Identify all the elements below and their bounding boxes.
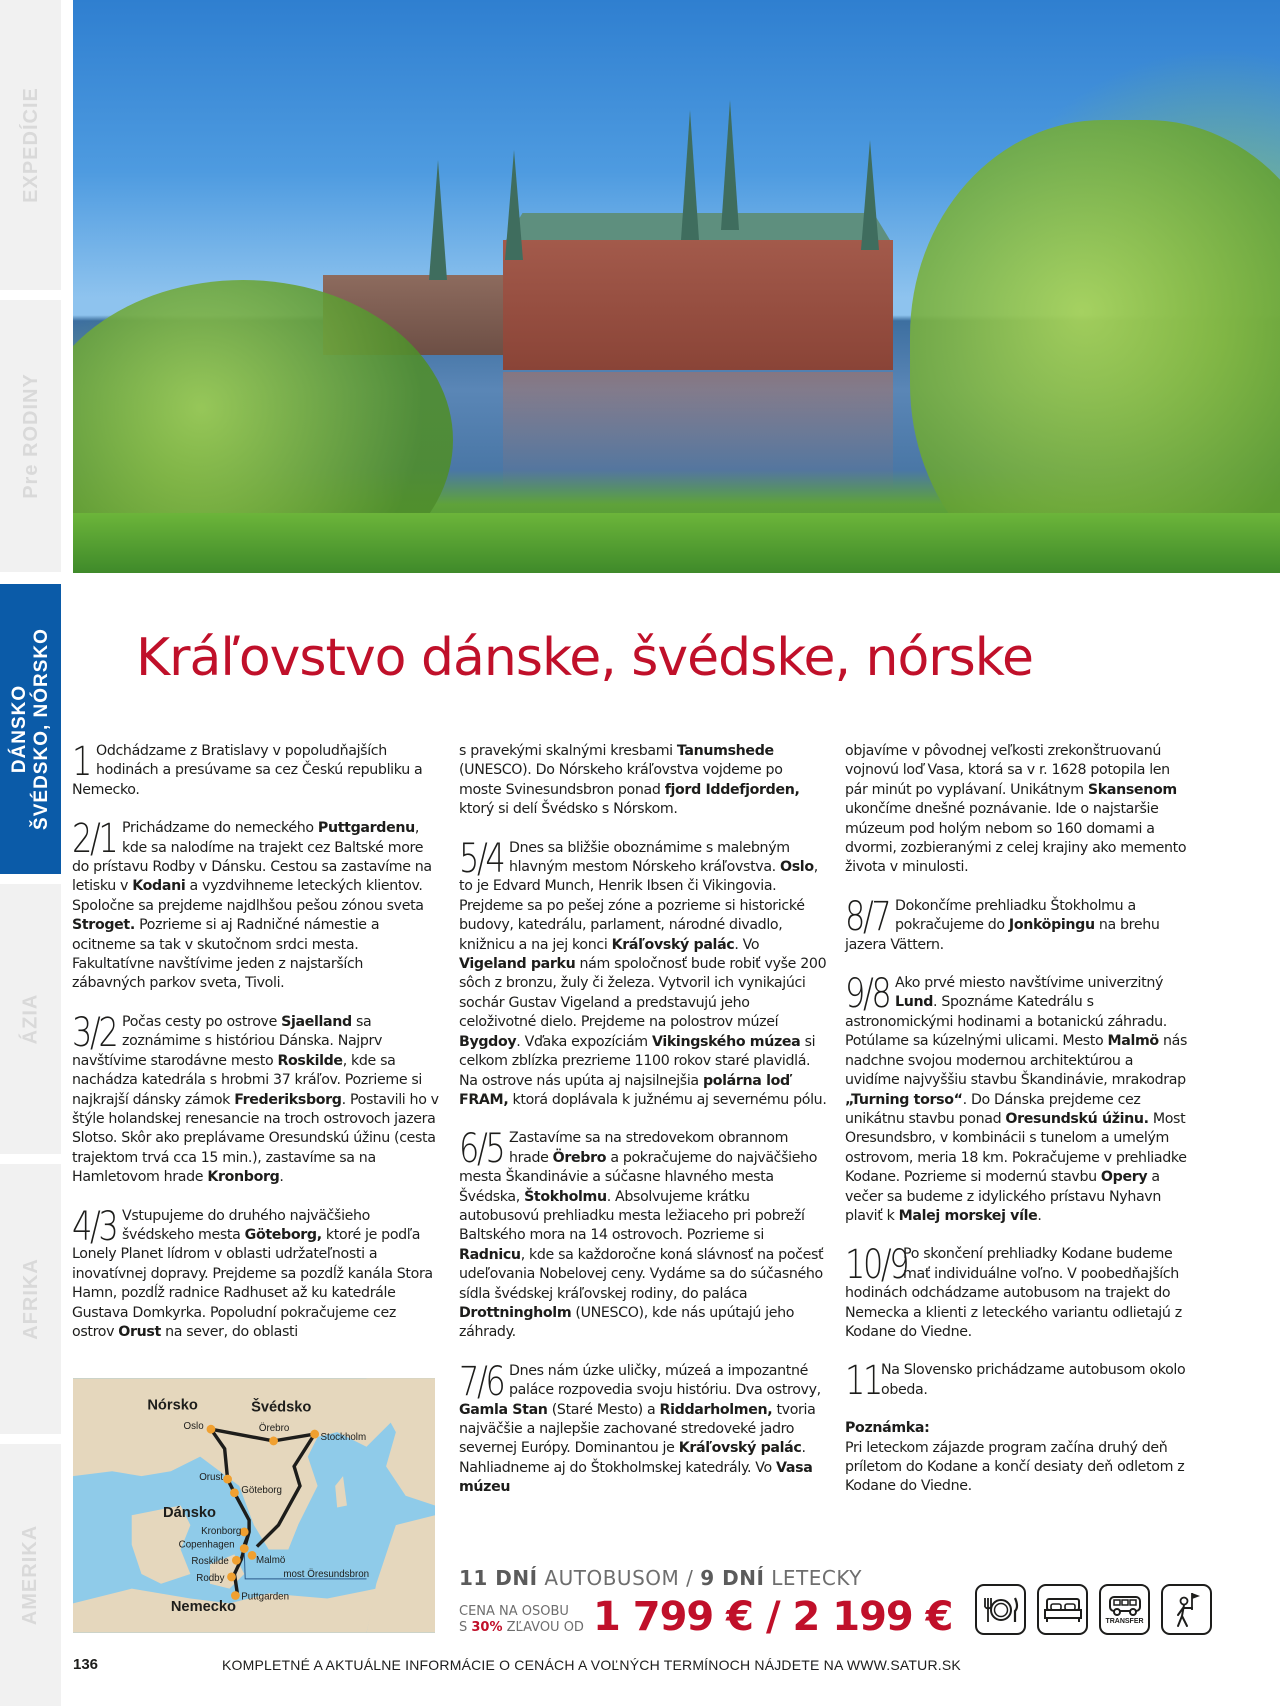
tab-expedicie[interactable] <box>0 0 61 290</box>
day-text: . Absolvujeme krátku autobusovú prehliadku mesta ležiaceho pri pobreží Baltského mora na 14 ostrovoch. Pozrieme si <box>459 1188 805 1244</box>
route-map <box>73 1378 435 1633</box>
svg-text:Roskilde: Roskilde <box>191 1556 229 1568</box>
day-9 <box>845 971 1190 1226</box>
place-highlight: Opery <box>1100 1169 1148 1186</box>
day-number: 3/2 <box>72 1009 117 1056</box>
day-text: objavíme v pôvodnej veľkosti zrekonštruovanú vojnovú loď Vasa, ktorá sa v r. 1628 potopila len pár minút po vyplávaní. Unikátnym <box>845 743 1170 798</box>
place-highlight: Malej morskej víle <box>898 1207 1038 1224</box>
feature-icons <box>975 1584 1212 1635</box>
itinerary-column-3 <box>845 742 1190 1497</box>
day-number: 6/5 <box>459 1126 504 1173</box>
day-text: nám spoločnosť bude robiť vyše 200 sôch z bronzu, žuly či železa. Vytvoril ich vynikajúci sochár Gustav Vigeland a predstavujú jeho celoživotné dielo. Prejdeme na polostrov múzeí <box>459 956 827 1031</box>
svg-text:Nórsko: Nórsko <box>147 1397 198 1414</box>
place-highlight: Malmö <box>1107 1033 1159 1050</box>
day-8 <box>845 893 1190 955</box>
day-text: . Spoznáme Katedrálu s astronomickými hodinami a botanickú záhradu. Potúlame sa kúzelnými ulicami. Mesto <box>845 994 1167 1050</box>
tab-pre-rodiny[interactable] <box>0 300 61 572</box>
day-text: ukončíme dnešné poznávanie. Ide o najstaršie múzeum pod holým nebom so 160 domami a dvormi, zozbieranými z celej krajiny ako memento života v minulosti. <box>845 801 1187 876</box>
day-2 <box>72 816 440 994</box>
page-number: 136 <box>73 1656 99 1673</box>
price-value: 1 799 € / 2 199 € <box>593 1594 953 1640</box>
price-label-line2 <box>459 1620 584 1636</box>
day-text: Most Oresundsbro, v kombinácii s tunelom a umelým ostrovom, meria 18 km. Pokračujeme v prehliadke Kodane. Pozrieme si modernú stavbu <box>845 1110 1187 1186</box>
day-5 <box>459 835 829 1111</box>
place-highlight: Kráľovský palác <box>611 936 735 953</box>
day-text: na sever, do oblasti <box>160 1323 298 1340</box>
day-text: Počas cesty po ostrove <box>122 1013 282 1030</box>
day-number: 10/9 <box>845 1242 908 1289</box>
place-highlight: Štokholmu <box>524 1188 607 1205</box>
day-text: . <box>279 1169 284 1186</box>
tab-dansko-svedsko-norsko[interactable] <box>0 584 61 874</box>
day-text: si celkom zblízka prezrieme 1100 rokov staré plavidlá. Na ostrove nás upúta aj najsilnejšia <box>459 1033 816 1089</box>
day-4 <box>72 1203 440 1343</box>
svg-text:Orust: Orust <box>199 1472 224 1484</box>
day-text: , kde sa nalodíme na trajekt cez Baltské more do prístavu Rodby v Dánsku. Cestou sa zastavíme na letisku v <box>72 820 432 895</box>
place-highlight: Sjaelland <box>281 1013 352 1030</box>
place-highlight: Bygdoy <box>459 1033 517 1050</box>
place-highlight: fjord Iddefjorden, <box>664 781 800 798</box>
place-highlight: Kronborg <box>207 1169 280 1186</box>
svg-text:Malmö: Malmö <box>255 1555 286 1567</box>
day-text: Vstupujeme do druhého najväčšieho švédskeho mesta <box>122 1207 371 1243</box>
label-text: ZĽAVOU OD <box>502 1620 584 1635</box>
place-highlight: Lund <box>895 994 933 1011</box>
tab-label: AFRIKA <box>19 1258 42 1340</box>
day-text: sa zoznámime s históriou Dánska. Najprv navštívime starodávne mesto <box>72 1013 383 1069</box>
tab-azia[interactable] <box>0 884 61 1154</box>
svg-text:Puttgarden: Puttgarden <box>241 1591 290 1603</box>
price-label <box>459 1604 584 1636</box>
day-text: (Staré Mesto) a <box>547 1401 660 1418</box>
svg-text:Copenhagen: Copenhagen <box>178 1539 235 1551</box>
day-text: . Nahliadneme aj do Štokholmskej katedrály. Vo <box>459 1440 806 1476</box>
svg-text:Göteborg: Göteborg <box>241 1484 282 1496</box>
place-highlight: Radnicu <box>459 1246 521 1263</box>
tab-afrika[interactable] <box>0 1164 61 1434</box>
bus-transfer-icon <box>1099 1584 1150 1635</box>
day-text: . <box>1037 1207 1042 1224</box>
hero-image <box>73 0 1280 573</box>
svg-text:Örebro: Örebro <box>258 1423 290 1435</box>
day-text: , kde sa každoročne koná slávnosť na počesť udeľovania Nobelovej ceny. Vydáme sa do súčasného sídla švédskej kráľovskej rodiny, do paláca <box>459 1246 824 1302</box>
day-text: Dnes nám úzke uličky, múzeá a impozantné paláce rozpovedia svoju históriu. Dva ostrovy, <box>509 1362 821 1399</box>
day-6 <box>459 1126 829 1342</box>
place-highlight: Roskilde <box>277 1052 343 1069</box>
day-text: ktoré je podľa Lonely Planet lídrom v oblasti udržateľnosti a inovatívnej dopravy. Prejdeme sa pozdĺž kanála Stora Hamn, pozdĺž radnice Radhuset až ku katedrále Gustava Domkyrka. Popoludní pokračujeme cez ostrov <box>72 1226 433 1340</box>
map-graphic <box>73 1378 435 1633</box>
footer-info-link[interactable]: KOMPLETNÉ A AKTUÁLNE INFORMÁCIE O CENÁCH A VOĽNÝCH TERMÍNOCH NÁJDETE NA WWW.SATUR.SK <box>222 1657 961 1673</box>
day-text: Dnes sa bližšie oboznámime s malebným hlavným mestom Nórskeho kráľovstva. <box>509 839 790 876</box>
place-highlight: Drottningholm <box>459 1304 572 1321</box>
tab-label-line2: ŠVÉDSKO, NÓRSKO <box>30 628 52 830</box>
note <box>845 1419 1190 1497</box>
tab-amerika[interactable] <box>0 1444 61 1706</box>
discount-badge: 30% <box>471 1620 503 1635</box>
day-text: na brehu jazera Vättern. <box>845 917 1160 953</box>
place-highlight: Vikingského múzea <box>651 1033 801 1050</box>
day-text: . Vo <box>734 936 760 953</box>
place-highlight: Gamla Stan <box>459 1401 548 1418</box>
day-text: Prichádzame do nemeckého <box>122 820 318 837</box>
place-highlight: Oslo <box>780 859 814 876</box>
day-number: 11 <box>845 1358 881 1405</box>
svg-text:Oslo: Oslo <box>183 1421 204 1433</box>
tab-label: Pre RODINY <box>19 373 42 499</box>
water-reflection <box>503 372 893 492</box>
hiker-flag-icon <box>1170 1590 1204 1630</box>
place-highlight: Kráľovský palác <box>678 1440 802 1457</box>
air-mode: LETECKY <box>764 1566 862 1590</box>
castle-tower <box>505 150 523 260</box>
bus-days: 11 DNÍ <box>459 1566 538 1590</box>
day-text: . Vďaka expozíciám <box>516 1033 652 1050</box>
day-text: Dokončíme prehliadku Štokholmu a pokračujeme do <box>895 897 1136 934</box>
place-highlight: Skansenom <box>1087 781 1177 798</box>
air-days: 9 DNÍ <box>700 1566 765 1590</box>
day-7-continued <box>845 742 1190 878</box>
itinerary-column-1 <box>72 739 440 1361</box>
svg-text:Kronborg: Kronborg <box>201 1525 242 1537</box>
svg-text:Stockholm: Stockholm <box>320 1431 367 1443</box>
place-highlight: Vasa múzeu <box>459 1459 813 1496</box>
section-sidebar <box>0 0 61 1706</box>
note-title: Poznámka: <box>845 1420 930 1437</box>
day-text: . Do Dánska prejdeme cez unikátnu stavbu ponad <box>845 1091 1141 1127</box>
svg-text:Švédsko: Švédsko <box>251 1399 312 1416</box>
place-highlight: Göteborg, <box>244 1226 322 1243</box>
day-number: 8/7 <box>845 893 890 940</box>
church-tower <box>429 160 447 280</box>
place-highlight: Stroget. <box>72 917 135 934</box>
day-4-continued <box>459 742 829 820</box>
foliage <box>910 120 1280 573</box>
day-text: a večer sa budeme z idylického prístavu Nyhavn plaviť k <box>845 1169 1161 1224</box>
place-highlight: „Turning torso“ <box>845 1091 963 1108</box>
day-text: a vyzdvihneme leteckých klientov. Spoločne sa prejdeme najdlhšou pešou zónou sveta <box>72 878 424 914</box>
place-highlight: Puttgardenu <box>317 820 415 837</box>
svg-text:Rodby: Rodby <box>196 1572 225 1584</box>
place-highlight: Riddarholmen, <box>659 1401 773 1418</box>
day-text: , to je Edvard Munch, Henrik Ibsen či Vikingovia. Prejdeme sa po pešej zóne a pozrieme si historické budovy, katedrálu, parlament, národné divadlo, knižnicu a na jej konci <box>459 859 818 953</box>
day-text: Zastavíme sa na stredovekom obrannom hrade <box>509 1130 789 1166</box>
bus-icon <box>1107 1595 1143 1617</box>
grass <box>73 513 1280 573</box>
page-title: Kráľovstvo dánske, švédske, nórske <box>136 628 1034 688</box>
day-text: . Postavili ho v štýle holandskej renesancie na troch ostrovoch jazera Slotso. Skôr ako preplávame Oresundskú úžinu (cesta trajektom trvá cca 15 min.), zastavíme sa na Hamletovom hrade <box>72 1091 439 1186</box>
day-11 <box>845 1358 1190 1405</box>
day-text: (UNESCO). Do Nórskeho kráľovstva vojdeme po moste Svinesundsbron ponad <box>459 762 783 798</box>
day-text: Odchádzame z Bratislavy v popoludňajších hodinách a presúvame sa cez Českú republiku a Nemecko. <box>72 743 423 798</box>
day-number: 7/6 <box>459 1358 504 1405</box>
castle-tower <box>681 110 699 240</box>
price-label-line1: CENA NA OSOBU <box>459 1604 569 1619</box>
castle <box>503 240 893 370</box>
label-text: S <box>459 1620 472 1635</box>
svg-text:Dánsko: Dánsko <box>163 1505 216 1522</box>
bed-icon <box>1037 1584 1088 1635</box>
castle-tower <box>861 140 879 250</box>
itinerary-column-2 <box>459 742 829 1517</box>
day-10 <box>845 1242 1190 1342</box>
place-highlight: Jonköpingu <box>1008 917 1095 934</box>
tab-label: AMERIKA <box>19 1524 42 1626</box>
day-number: 2/1 <box>72 816 117 863</box>
day-text: ktorý si delí Švédsko s Nórskom. <box>459 801 678 818</box>
day-text: Po skončení prehliadky Kodane budeme mať individuálne voľno. V poobedňajších hodinách odchádzame autobusom na trajekt do Nemecka a klienti z leteckého variantu odlietajú z Kodane do Viedne. <box>845 1246 1182 1340</box>
guide-icon <box>1161 1584 1212 1635</box>
place-highlight: Tanumshede <box>676 743 774 759</box>
place-highlight: polárna loď FRAM, <box>459 1072 790 1108</box>
place-highlight: Vigeland parku <box>459 956 576 973</box>
day-text: a pokračujeme do najväčšieho mesta Škandinávie a súčasne hlavného mesta Švédska, <box>459 1149 818 1205</box>
day-number: 9/8 <box>845 971 890 1018</box>
place-highlight: Örebro <box>552 1149 607 1166</box>
tab-label-line1: DÁNSKO <box>8 684 30 774</box>
day-text: ktorá doplávala k južnému aj severnému pólu. <box>508 1091 827 1108</box>
place-highlight: Kodani <box>132 878 186 895</box>
place-highlight: Orust <box>118 1323 161 1340</box>
day-text: nás nadchne svojou modernou architektúrou a uvidíme najvyššiu stavbu Škandinávie, mrakodrap <box>845 1033 1187 1089</box>
place-highlight: Frederiksborg <box>234 1091 342 1108</box>
day-text: Ako prvé miesto navštívime univerzitný <box>895 975 1164 992</box>
bus-mode: AUTOBUSOM / <box>537 1566 701 1590</box>
trip-duration <box>459 1566 862 1590</box>
day-number: 1 <box>72 739 90 785</box>
feature-label: TRANSFER <box>1105 1617 1144 1625</box>
day-1 <box>72 739 440 800</box>
tab-label <box>9 628 53 830</box>
double-bed-icon <box>1043 1596 1083 1624</box>
day-text: (UNESCO), kde nás upútajú jeho záhrady. <box>459 1304 795 1341</box>
note-text: Pri leteckom zájazde program začína druhý deň príletom do Kodane a končí desiaty deň odletom z Kodane do Viedne. <box>845 1439 1185 1495</box>
place-highlight: Oresundskú úžinu. <box>1005 1110 1149 1127</box>
day-text: s pravekými skalnými kresbami <box>459 743 677 759</box>
day-text: , kde sa nachádza katedrála s hrobmi 37 kráľov. Pozrieme si najkrajší dánsky zámok <box>72 1052 423 1108</box>
svg-text:most Öresundsbron: most Öresundsbron <box>283 1568 370 1580</box>
day-number: 4/3 <box>72 1203 117 1250</box>
tab-label: EXPEDÍCIE <box>19 87 42 203</box>
meals-icon <box>975 1584 1026 1635</box>
day-number: 5/4 <box>459 835 504 882</box>
tab-label: ÁZIA <box>19 993 42 1045</box>
castle-tower <box>721 100 739 230</box>
day-3 <box>72 1009 440 1188</box>
plate-cutlery-icon <box>981 1595 1021 1625</box>
day-text: tvoria najväčšie a najlepšie zachované stredoveké jadro severnej Európy. Dominantou je <box>459 1401 816 1457</box>
day-text: Na Slovensko prichádzame autobusom okolo obeda. <box>881 1362 1186 1398</box>
svg-text:Nemecko: Nemecko <box>170 1599 237 1616</box>
day-text: Pozrieme si aj Radničné námestie a ocitneme sa tak v skutočnom srdci mesta. Fakultatívne navštívime jeden z najstarších zábavných parkov sveta, Tivoli. <box>72 917 380 992</box>
day-7 <box>459 1358 829 1498</box>
